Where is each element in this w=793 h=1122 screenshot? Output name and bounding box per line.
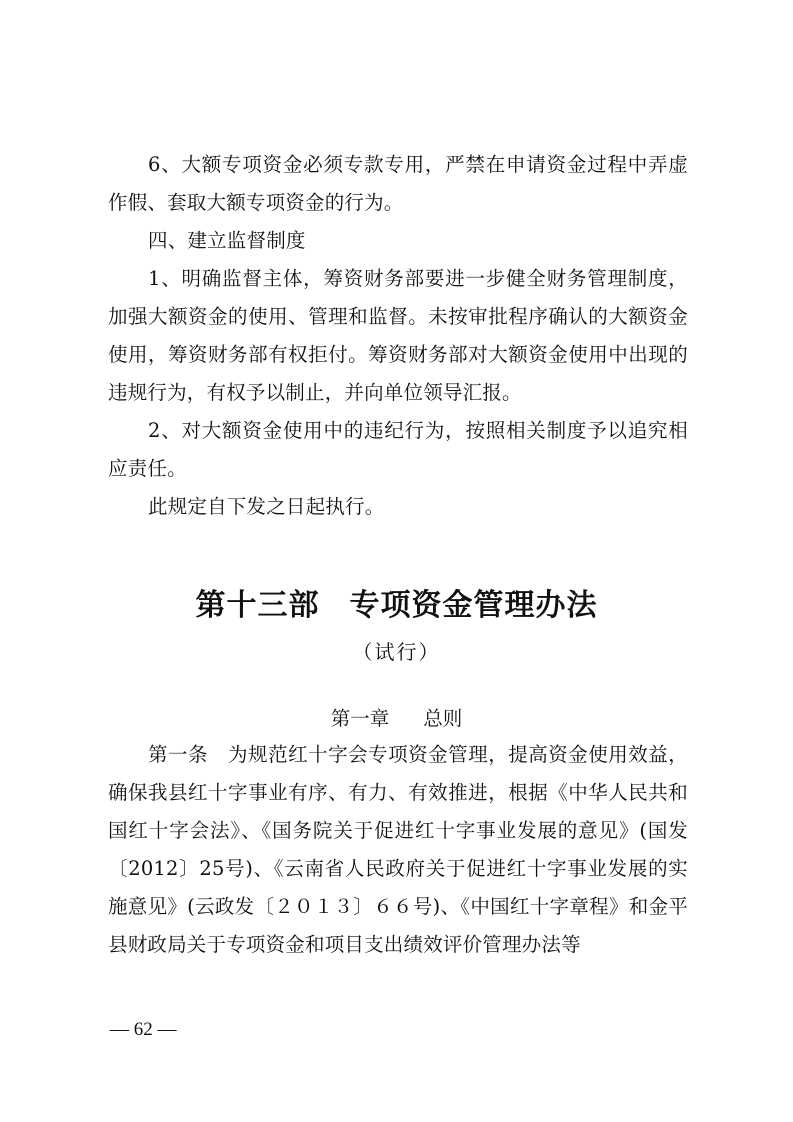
part-subtitle: （试行） xyxy=(352,640,441,664)
part-name: 专项资金管理办法 xyxy=(349,588,598,623)
part-title xyxy=(0,584,793,628)
chapter-name: 总则 xyxy=(423,707,463,730)
page-number: — 62 — xyxy=(110,1019,177,1040)
section-heading-supervision: 四、建立监督制度 xyxy=(148,229,306,252)
article-one: 第一条 为规范红十字会专项资金管理，提高资金使用效益，确保我县红十字事业有序、有力、有效推进，根据《中华人民共和国红十字会法》、《国务院关于促进红十字事业发展的意见》(国发〔2012〕25号)、《云南省人民政府关于促进红十字事业发展的实施意见》(云政发〔２０１３〕６６号)、《中国红十字章程》和金平县财政局关于专项资金和项目支出绩效评价管理办法等 xyxy=(108,743,688,956)
part-number: 第十三部 xyxy=(195,588,320,623)
chapter-number: 第一章 xyxy=(330,707,390,730)
paragraph-item-6: 6、大额专项资金必须专款专用，严禁在申请资金过程中弄虚作假、套取大额专项资金的行为。 xyxy=(108,153,688,214)
paragraph-supervision-1: 1、明确监督主体，筹资财务部要进一步健全财务管理制度，加强大额资金的使用、管理和监督。未按审批程序确认的大额资金使用，筹资财务部有权拒付。筹资财务部对大额资金使用中出现的违规行为，有权予以制止，并向单位领导汇报。 xyxy=(108,267,688,404)
paragraph-supervision-2: 2、对大额资金使用中的违纪行为，按照相关制度予以追究相应责任。 xyxy=(108,419,688,480)
chapter-heading xyxy=(0,702,793,736)
paragraph-effective-date: 此规定自下发之日起执行。 xyxy=(148,495,385,518)
